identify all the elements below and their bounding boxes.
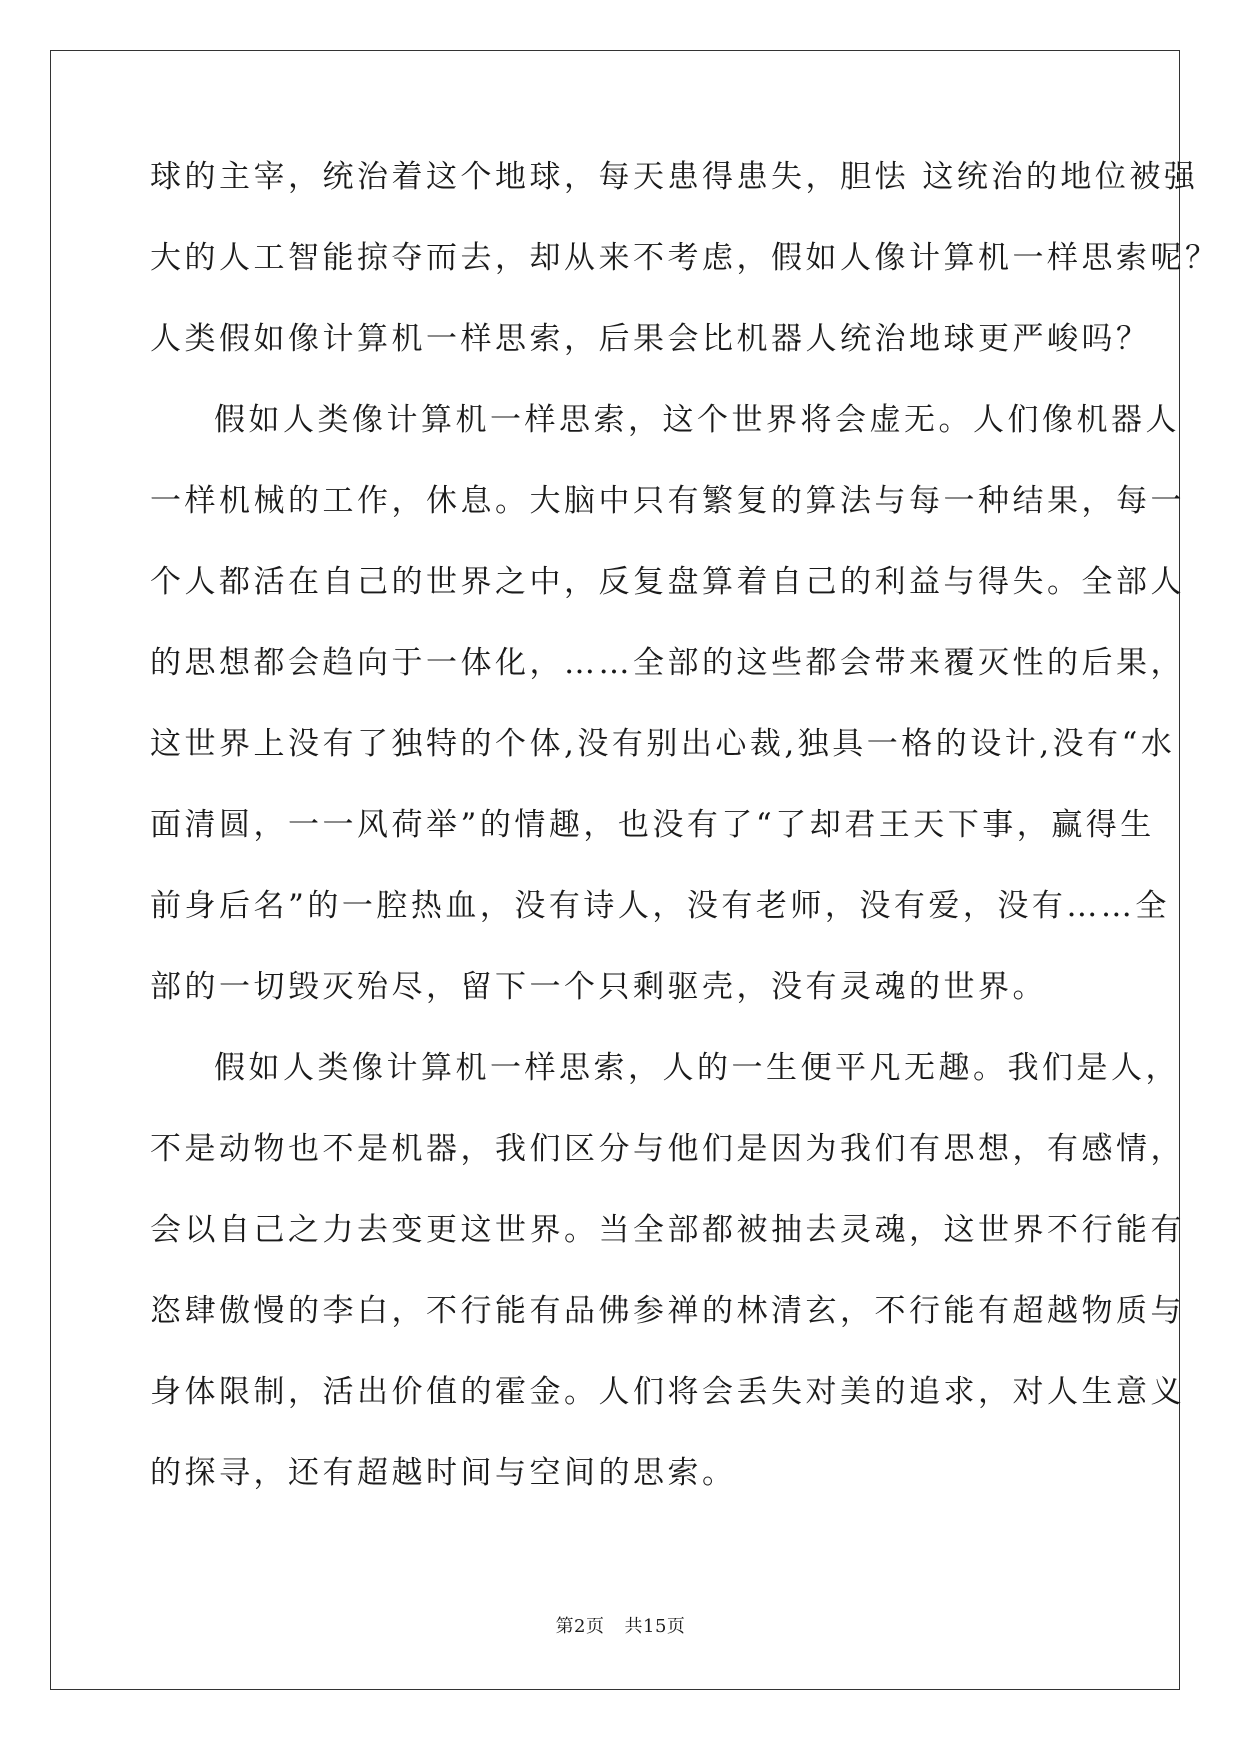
page-number: 第2页: [555, 1616, 605, 1637]
text-line: 的探寻，还有超越时间与空间的思索。: [150, 1455, 737, 1491]
text-line: 球的主宰，统治着这个地球，每天患得患失，胆怯 这统治的地位被强: [150, 159, 1199, 195]
text-line: 一样机械的工作，休息。大脑中只有繁复的算法与每一种结果，每一: [150, 483, 1185, 519]
paragraph-start-line: 假如人类像计算机一样思索，人的一生便平凡无趣。我们是人，: [214, 1050, 1180, 1086]
text-line: 大的人工智能掠夺而去，却从来不考虑，假如人像计算机一样思索呢？: [150, 240, 1220, 276]
page-footer: [0, 1615, 1241, 1639]
text-line: 面清圆，一一风荷举”的情趣，也没有了“了却君王天下事，赢得生: [150, 807, 1155, 843]
text-line: 人类假如像计算机一样思索，后果会比机器人统治地球更严峻吗？: [150, 321, 1151, 357]
text-line: 身体限制，活出价值的霍金。人们将会丢失对美的追求，对人生意义: [150, 1374, 1185, 1410]
text-line: 部的一切毁灭殆尽，留下一个只剩驱壳，没有灵魂的世界。: [150, 969, 1047, 1005]
page-total: 共15页: [624, 1616, 686, 1637]
paragraph-start-line: 假如人类像计算机一样思索，这个世界将会虚无。人们像机器人: [214, 402, 1180, 438]
document-body: [150, 157, 1220, 1534]
text-line: 不是动物也不是机器，我们区分与他们是因为我们有思想，有感情，: [150, 1131, 1185, 1167]
text-line: 个人都活在自己的世界之中，反复盘算着自己的利益与得失。全部人: [150, 564, 1185, 600]
text-line: 前身后名”的一腔热血，没有诗人，没有老师，没有爱，没有……全: [150, 888, 1170, 924]
text-line: 这世界上没有了独特的个体,没有别出心裁,独具一格的设计,没有“水: [150, 726, 1176, 762]
text-line: 恣肆傲慢的李白，不行能有品佛参禅的林清玄，不行能有超越物质与: [150, 1293, 1185, 1329]
text-line: 会以自己之力去变更这世界。当全部都被抽去灵魂，这世界不行能有: [150, 1212, 1185, 1248]
text-line: 的思想都会趋向于一体化，……全部的这些都会带来覆灭性的后果，: [150, 645, 1185, 681]
